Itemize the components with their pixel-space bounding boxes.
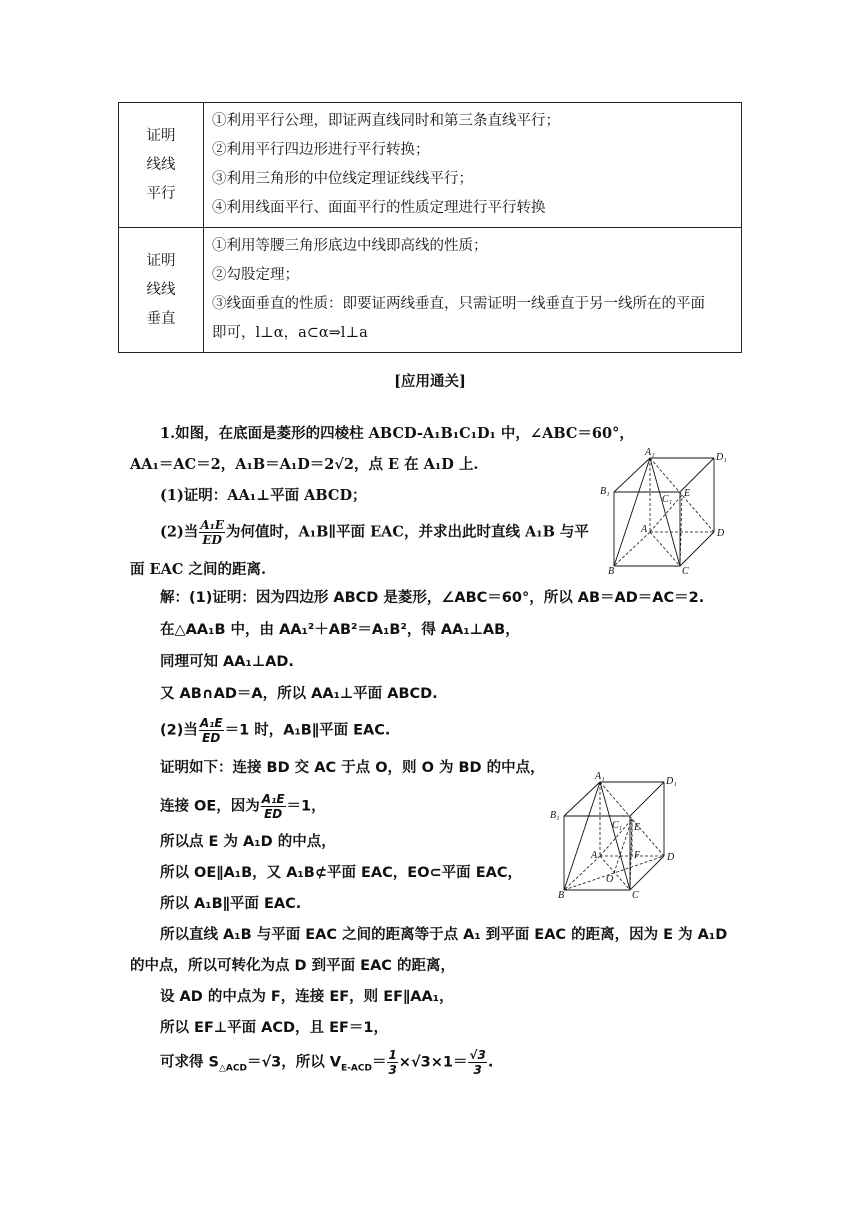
problem-line: 面 EAC 之间的距离.	[130, 561, 266, 578]
vertex-label: D	[667, 852, 675, 863]
fraction-numerator: √3	[469, 1048, 486, 1062]
solution-line: 所以 OE∥A₁B，又 A₁B⊄平面 EAC，EO⊂平面 EAC，	[160, 865, 522, 881]
fraction-numerator: A₁E	[261, 792, 285, 806]
solution-line	[160, 792, 326, 821]
vertex-label: A₁	[645, 447, 655, 458]
vertex-label: B	[558, 890, 565, 900]
method-item: ④利用线面平行、面面平行的性质定理进行平行转换	[212, 200, 546, 216]
fraction	[468, 1048, 486, 1077]
fraction-numerator: A₁E	[199, 716, 223, 730]
solution-text: ＝1，	[286, 798, 326, 815]
problem-line: 1.如图，在底面是菱形的四棱柱 ABCD-A₁B₁C₁D₁ 中，∠ABC＝60°，	[160, 425, 634, 442]
solution-text: 连接 OE，因为	[160, 798, 260, 815]
subscript: △ACD	[219, 1063, 247, 1074]
category-cell	[119, 228, 204, 353]
problem-part-2-suffix: 为何值时，A₁B∥平面 EAC，并求出此时直线 A₁B 与平	[226, 523, 589, 541]
solution-line: 又 AB∩AD＝A，所以 AA₁⊥平面 ABCD.	[160, 686, 438, 702]
fraction-denominator: ED	[202, 533, 222, 547]
fraction-denominator: 3	[473, 1063, 482, 1077]
section-title: [应用通关]	[394, 373, 466, 390]
vertex-label: C₁	[662, 494, 673, 505]
methods-table	[118, 102, 742, 353]
problem-part-1: (1)证明：AA₁⊥平面 ABCD；	[160, 487, 367, 504]
fraction-numerator: 1	[388, 1048, 397, 1062]
fraction	[387, 1048, 397, 1077]
fraction-denominator: ED	[202, 731, 221, 745]
table-row	[119, 228, 742, 353]
category-line: 平行	[146, 185, 176, 202]
solution-text: 可求得 S	[160, 1054, 219, 1071]
fraction-denominator: ED	[264, 807, 283, 821]
solution-text: ＝	[371, 1054, 387, 1071]
vertex-label: E	[684, 488, 691, 499]
method-item: ②利用平行四边形进行平行转换；	[212, 142, 430, 158]
method-item: ①利用平行公理，即证两直线同时和第三条直线平行；	[212, 113, 560, 129]
category-line: 证明	[146, 127, 176, 144]
solution-line: 所以直线 A₁B 与平面 EAC 之间的距离等于点 A₁ 到平面 EAC 的距离，因为 E 为 A₁D	[160, 927, 728, 943]
method-item: ②勾股定理；	[212, 267, 299, 283]
solution-line: 所以 EF⊥平面 ACD，且 EF＝1，	[160, 1020, 389, 1036]
problem-line: AA₁＝AC＝2，A₁B＝A₁D＝2√2，点 E 在 A₁D 上.	[130, 456, 479, 473]
category-line: 垂直	[146, 310, 176, 327]
vertex-label: F	[634, 850, 641, 861]
method-item: ①利用等腰三角形底边中线即高线的性质；	[212, 238, 488, 254]
vertex-label: D	[717, 528, 725, 539]
vertex-label: B₁	[550, 810, 560, 821]
items-cell	[204, 103, 742, 228]
solution-line: 在△AA₁B 中，由 AA₁²＋AB²＝A₁B²，得 AA₁⊥AB，	[160, 622, 520, 638]
vertex-label: E	[634, 822, 641, 833]
subscript: E-ACD	[341, 1063, 372, 1074]
prism-figure-1	[598, 446, 738, 576]
category-cell	[119, 103, 204, 228]
solution-line: 所以 A₁B∥平面 EAC.	[160, 896, 302, 912]
vertex-label: D₁	[716, 452, 727, 463]
solution-line: 的中点，所以可转化为点 D 到平面 EAC 的距离，	[130, 958, 455, 974]
fraction-denominator: 3	[388, 1063, 397, 1077]
vertex-label: D₁	[666, 776, 677, 787]
solution-text: ＝1 时，A₁B∥平面 EAC.	[224, 722, 391, 739]
vertex-label: B₁	[600, 486, 610, 497]
solution-line: 同理可知 AA₁⊥AD.	[160, 654, 294, 670]
vertex-label: O	[606, 874, 614, 885]
solution-line: 解：(1)证明：因为四边形 ABCD 是菱形，∠ABC＝60°，所以 AB＝AD＝AC＝2.	[160, 590, 705, 606]
fraction	[199, 518, 225, 547]
solution-text: .	[487, 1054, 494, 1071]
method-item: ③利用三角形的中位线定理证线线平行；	[212, 171, 473, 187]
table-row	[119, 103, 742, 228]
problem-part-2-prefix: (2)当	[160, 523, 199, 541]
vertex-label: C	[682, 566, 689, 576]
category-line: 线线	[146, 156, 176, 173]
vertex-label: C	[632, 890, 639, 900]
vertex-label: A	[591, 850, 598, 861]
solution-text: ×√3×1＝	[398, 1054, 468, 1071]
prism-figure-2	[548, 770, 688, 900]
problem-part-2	[160, 518, 589, 547]
vertex-label: A₁	[595, 771, 605, 782]
vertex-label: C₁	[612, 820, 623, 831]
category-line: 线线	[146, 281, 176, 298]
solution-line: 证明如下：连接 BD 交 AC 于点 O，则 O 为 BD 的中点，	[160, 760, 545, 776]
solution-line: 所以点 E 为 A₁D 的中点，	[160, 834, 336, 850]
fraction	[261, 792, 286, 821]
fraction	[199, 716, 224, 745]
solution-line	[160, 1048, 493, 1080]
fraction-numerator: A₁E	[200, 518, 225, 532]
vertex-label: A	[641, 524, 648, 535]
solution-text: ＝√3，所以 V	[246, 1054, 341, 1071]
solution-text: (2)当	[160, 722, 198, 739]
method-item: 即可，l⊥α，a⊂α⇒l⊥a	[212, 325, 368, 341]
category-line: 证明	[146, 252, 176, 269]
items-cell	[204, 228, 742, 353]
vertex-label: B	[608, 566, 615, 576]
solution-line	[160, 716, 390, 745]
method-item: ③线面垂直的性质：即要证两线垂直，只需证明一线垂直于另一线所在的平面	[212, 296, 705, 312]
solution-line: 设 AD 的中点为 F，连接 EF，则 EF∥AA₁，	[160, 989, 454, 1005]
